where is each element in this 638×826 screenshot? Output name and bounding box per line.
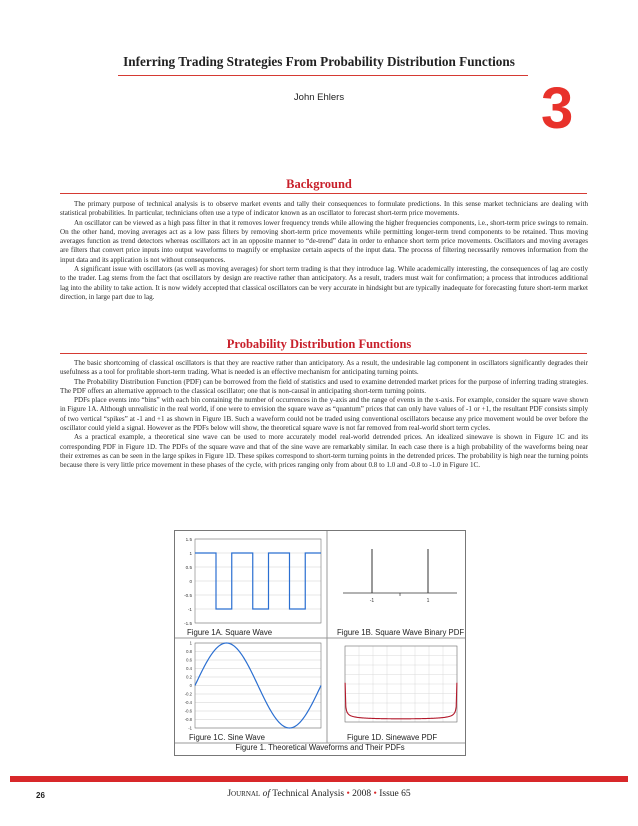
separator: • (373, 789, 377, 799)
y-tick-label: 1.5 (185, 537, 192, 542)
panel-caption: Figure 1D. Sinewave PDF (347, 733, 438, 742)
x-tick-label: 1 (426, 598, 430, 604)
square-wave-chart (175, 531, 327, 627)
journal-name-rest: Technical Analysis (272, 789, 345, 799)
paragraph: The basic shortcoming of classical oscillators is that they are reactive rather than anticipatory. As a result, the undesirable lag component in oscillators significantly degrades their usefulness as a tool for profitable short-term trading. What is needed is an effective mechanism for anticipating turning points. (60, 359, 588, 377)
panel-1c (175, 638, 327, 743)
panel-1b (327, 531, 465, 638)
paragraph: The primary purpose of technical analysis is to observe market events and tally their consequences to formulate predictions. In this sense market technicians are dealing with statistical probabilities. In particular, technicians often use a type of indicator known as an oscillator to forecast short-term price movements. (60, 200, 588, 218)
panel-1d (327, 638, 465, 743)
y-tick-label: 0.4 (186, 666, 192, 672)
paragraph: The Probability Distribution Function (PDF) can be borrowed from the field of statistics and used to examine detrended market prices for the purpose of inferring trading strategies. The PDF offers an alternative approach to the classical oscillator; one that is non-causal in anticipating short-term turning points. (60, 377, 588, 395)
page-number: 26 (36, 791, 45, 800)
journal-issue: Issue 65 (379, 789, 411, 799)
y-tick-label: -1.5 (184, 621, 192, 626)
pdf-body (60, 359, 588, 471)
figure-1 (174, 530, 466, 756)
journal-name-prefix: Journal (227, 789, 261, 799)
y-tick-label: 1 (189, 640, 192, 646)
background-body (60, 200, 588, 302)
y-tick-label: 0.5 (185, 565, 192, 570)
y-tick-label: 1 (189, 551, 192, 556)
journal-footer (0, 789, 638, 799)
panel-caption: Figure 1B. Square Wave Binary PDF (337, 628, 465, 637)
journal-year: 2008 (352, 789, 372, 799)
chapter-number: 3 (541, 76, 574, 141)
y-tick-label: -0.8 (184, 717, 192, 723)
panel-caption: Figure 1C. Sine Wave (189, 733, 265, 742)
footer-rule (10, 776, 628, 782)
y-tick-label: -0.2 (184, 691, 192, 697)
y-tick-label: 0.2 (186, 674, 192, 680)
y-tick-label: -1 (188, 725, 192, 731)
title-rule (118, 75, 528, 76)
journal-name-of: of (262, 789, 270, 799)
section-rule (60, 353, 587, 354)
panel-1a (175, 531, 327, 638)
author-name: John Ehlers (293, 92, 345, 103)
paragraph: An oscillator can be viewed as a high pass filter in that it removes lower frequency trends while allowing the higher frequencies components, i.e., short-term price swings to remain. On the other hand, moving averages act as a low pass filters by removing short-term price movements while permitting longer-term trend components to be retained. Thus moving averages function as trend detectors whereas oscillators act in an opposite manner to “de-trend” data in order to enhance short term price movements. Oscillators and moving averages are filters that convert price inputs into output waveforms to magnify or emphasize certain aspects of the input data. The process of filtering necessarily removes information from the input data and its application is not without consequences. (60, 218, 588, 264)
y-tick-label: 0.8 (186, 649, 192, 655)
y-tick-label: 0 (189, 579, 192, 584)
paragraph: A significant issue with oscillators (as well as moving averages) for short term trading is that they introduce lag. While academically interesting, the consequences of lag are costly to the trader. Lag stems from the fact that oscillators by design are reactive rather than anticipatory. As a result, traders must wait for confirmation; a process that introduces additional lag into the ability to take action. It is now widely accepted that classical oscillators can be very accurate in hindsight but are typically inadequate for forecasting future short-term market direction, in large part due to lag. (60, 265, 588, 301)
section-heading-pdf: Probability Distribution Functions (226, 337, 412, 351)
sinewave-pdf-chart (327, 638, 465, 732)
x-tick-label: -1 (369, 598, 375, 604)
paragraph: PDFs place events into “bins” with each bin containing the number of occurrences in the y-axis and the range of events in the x-axis. For example, consider the square wave shown in Figure 1A. Although unrealistic in the real world, if one were to envision the square wave as “quantum” prices that can only have values of -1 or +1, the resultant PDF consists simply of two vertical “spikes” at -1 and +1 as shown in Figure 1B. Such a waveform could not be traded using conventional oscillators because any price movement would be over before the oscillator could yield a signal. However as the PDFs below will show, the theoretical square wave is not far removed from real-world short term cycles. (60, 396, 588, 433)
section-rule (60, 193, 587, 194)
square-wave-pdf-chart (327, 531, 465, 627)
paragraph: As a practical example, a theoretical sine wave can be used to more accurately model real-world detrended prices. An idealized sinewave is shown in Figure 1C and its corresponding PDF in Figure 1D. The PDFs of the square wave and that of the sine wave are remarkably similar. In each case there is a high probability of the waveforms being near their extremes as can be seen in the large spikes in Figure 1D. These spikes correspond to short-term turning points in the detrended prices. The probability is high near the turning points because there is very little price movement in these phases of the cycle, with prices ranging only from about 0.8 to 1.0 and -0.8 to -1.0 in Figure 1C. (60, 433, 588, 470)
y-tick-label: -0.4 (184, 700, 192, 706)
y-tick-label: 0.6 (186, 657, 192, 663)
y-tick-label: -0.6 (184, 708, 192, 714)
separator: • (346, 789, 350, 799)
sine-wave-chart (175, 638, 327, 732)
panel-caption: Figure 1A. Square Wave (187, 628, 273, 637)
y-tick-label: 0 (189, 683, 192, 689)
y-tick-label: -0.5 (184, 593, 192, 598)
figure-caption: Figure 1. Theoretical Waveforms and Their PDFs (235, 743, 405, 752)
article-title: Inferring Trading Strategies From Probability Distribution Functions (123, 54, 515, 69)
y-tick-label: -1 (187, 607, 192, 612)
section-heading-background: Background (286, 177, 352, 191)
